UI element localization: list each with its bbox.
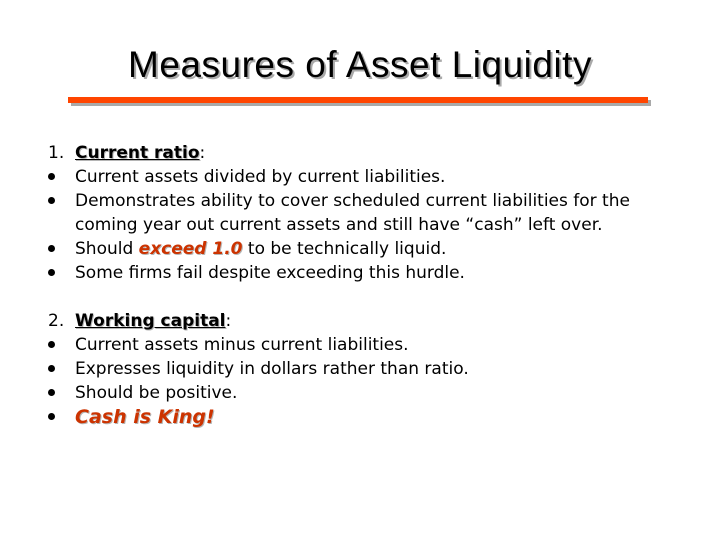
list-item — [48, 405, 688, 430]
bullet-text: Expresses liquidity in dollars rather than ratio. — [75, 359, 469, 379]
bullet-icon — [48, 413, 55, 420]
list-item — [48, 333, 688, 357]
bullet-text: Some firms fail despite exceeding this hurdle. — [75, 263, 465, 283]
list-item — [48, 237, 688, 261]
bullet-text-lead: Should — [75, 239, 139, 259]
bullet-list — [48, 333, 688, 430]
bullet-icon — [48, 341, 55, 348]
bullet-icon — [48, 245, 55, 252]
bullet-text: Current assets minus current liabilities. — [75, 335, 409, 355]
section-number: 2. — [48, 311, 65, 331]
section-colon: : — [199, 143, 206, 163]
slide-body — [48, 141, 688, 454]
list-item — [48, 189, 688, 237]
emphasis-text: Cash is King! — [75, 406, 215, 428]
list-item — [48, 381, 688, 405]
bullet-text-tail: to be technically liquid. — [242, 239, 447, 259]
bullet-icon — [48, 197, 55, 204]
bullet-icon — [48, 365, 55, 372]
bullet-list — [48, 165, 688, 285]
bullet-text: Current assets divided by current liabilities. — [75, 167, 446, 187]
bullet-text: Demonstrates ability to cover scheduled current liabilities for the coming year out current assets and still have “cash” left over. — [75, 191, 630, 235]
title-underline-rule — [68, 97, 648, 103]
slide-title: Measures of Asset Liquidity — [128, 44, 592, 85]
section-title: Working capital — [75, 311, 226, 331]
bullet-icon — [48, 389, 55, 396]
section-title: Current ratio — [75, 143, 200, 163]
section-working-capital — [48, 309, 688, 430]
section-current-ratio — [48, 141, 688, 285]
bullet-text: Should be positive. — [75, 383, 238, 403]
list-item — [48, 357, 688, 381]
list-item — [48, 165, 688, 189]
bullet-icon — [48, 173, 55, 180]
section-heading — [48, 309, 688, 333]
section-heading — [48, 141, 688, 165]
section-number: 1. — [48, 143, 65, 163]
list-item — [48, 261, 688, 285]
bullet-icon — [48, 269, 55, 276]
emphasis-text: exceed 1.0 — [138, 239, 243, 259]
section-colon: : — [225, 311, 232, 331]
